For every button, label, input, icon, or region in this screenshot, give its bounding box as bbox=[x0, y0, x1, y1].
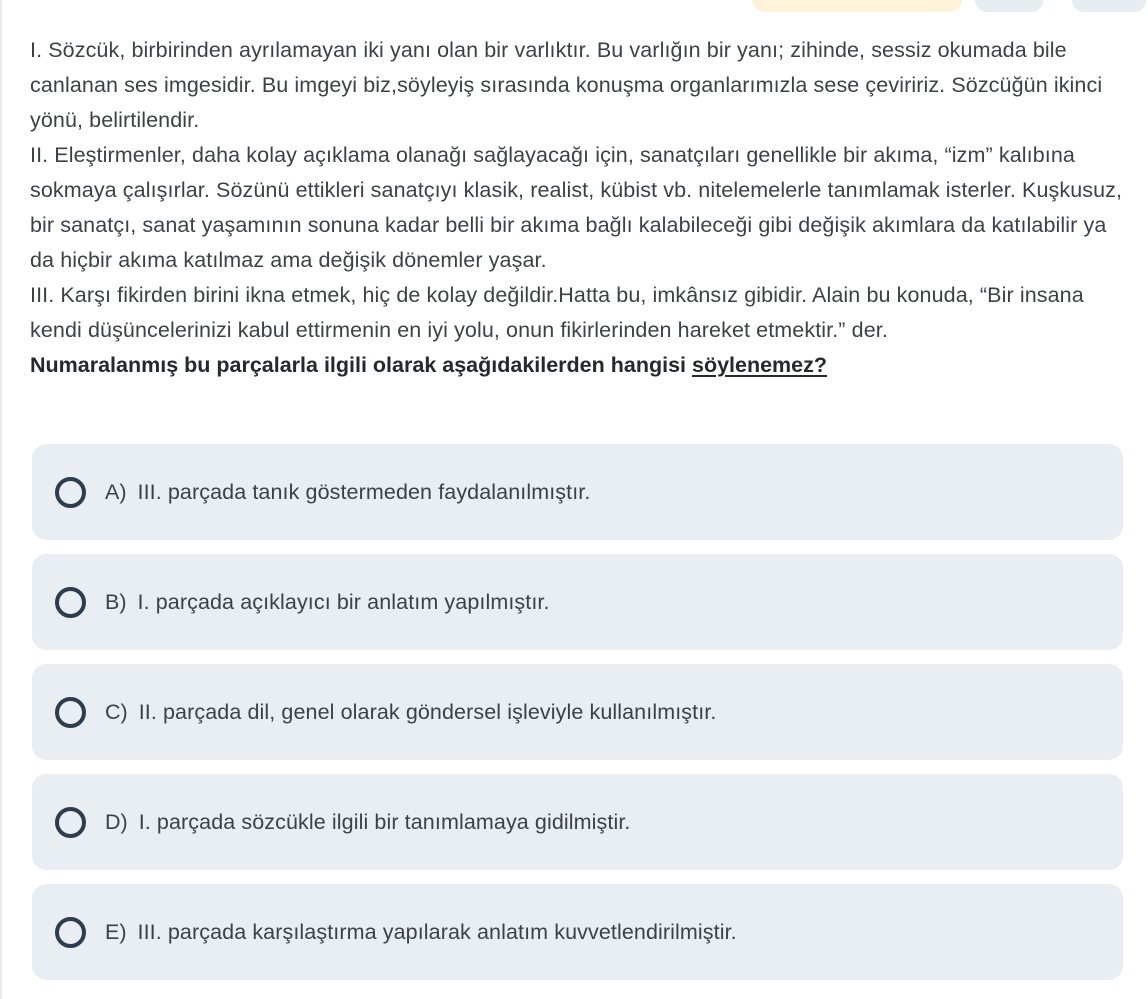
answer-option-a[interactable] bbox=[32, 444, 1123, 540]
question-panel bbox=[30, 33, 1132, 383]
option-letter: E) bbox=[105, 919, 127, 944]
option-letter: B) bbox=[105, 589, 127, 614]
radio-button-icon[interactable] bbox=[55, 807, 86, 838]
option-text: III. parçada tanık göstermeden faydalanılmıştır. bbox=[137, 479, 591, 504]
top-tab-1[interactable] bbox=[975, 0, 1043, 12]
answer-option-c[interactable] bbox=[32, 664, 1123, 760]
top-tab-2[interactable] bbox=[1072, 0, 1146, 12]
top-tab-highlighted[interactable] bbox=[752, 0, 962, 12]
option-text: II. parçada dil, genel olarak göndersel işleviyle kullanılmıştır. bbox=[138, 699, 717, 724]
radio-button-icon[interactable] bbox=[55, 697, 86, 728]
option-letter: A) bbox=[105, 479, 127, 504]
answer-option-e[interactable] bbox=[32, 884, 1123, 980]
answer-option-b[interactable] bbox=[32, 554, 1123, 650]
answer-option-d[interactable] bbox=[32, 774, 1123, 870]
passage-paragraph-1: I. Sözcük, birbirinden ayrılamayan iki yanı olan bir varlıktır. Bu varlığın bir yanı; zihinde, sessiz okumada bile canlanan ses imgesidir. Bu imgeyi biz,söyleyiş sırasında konuşma organlarımızla sese çeviririz. Sözcüğün ikinci yönü, belirtilendir. bbox=[30, 38, 1103, 132]
option-text: I. parçada açıklayıcı bir anlatım yapılmıştır. bbox=[137, 589, 550, 614]
question-passage bbox=[30, 33, 1132, 348]
option-letter: C) bbox=[105, 699, 128, 724]
option-text: I. parçada sözcükle ilgili bir tanımlamaya gidilmiştir. bbox=[138, 809, 631, 834]
passage-paragraph-2: II. Eleştirmenler, daha kolay açıklama olanağı sağlayacağı için, sanatçıları genellikle bir akıma, “izm” kalıbına sokmaya çalışırlar. Sözünü ettikleri sanatçıyı klasik, realist, kübist vb. nitelemelerle tanımlamak isterler. Kuşkusuz, bir sanatçı, sanat yaşamının sonuna kadar belli bir akıma bağlı kalabileceği gibi değişik akımlara da katılabilir ya da hiçbir akıma katılmaz ama değişik dönemler yaşar. bbox=[30, 143, 1123, 272]
question-stem-text: Numaralanmış bu parçalarla ilgili olarak aşağıdakilerden hangisi bbox=[30, 353, 692, 377]
option-text: III. parçada karşılaştırma yapılarak anlatım kuvvetlendirilmiştir. bbox=[137, 919, 737, 944]
page-edge-divider bbox=[0, 0, 2, 999]
radio-button-icon[interactable] bbox=[55, 587, 86, 618]
radio-button-icon[interactable] bbox=[55, 917, 86, 948]
option-letter: D) bbox=[105, 809, 128, 834]
radio-button-icon[interactable] bbox=[55, 477, 86, 508]
answer-options bbox=[32, 444, 1123, 994]
passage-paragraph-3: III. Karşı fikirden birini ikna etmek, hiç de kolay değildir.Hatta bu, imkânsız gibidir. Alain bu konuda, “Bir insana kendi düşüncelerinizi kabul ettirmenin en iyi yolu, onun fikirlerinden hareket etmektir.” der. bbox=[30, 283, 1084, 342]
question-stem-underlined: söylenemez? bbox=[691, 353, 828, 377]
question-stem bbox=[30, 348, 1132, 383]
